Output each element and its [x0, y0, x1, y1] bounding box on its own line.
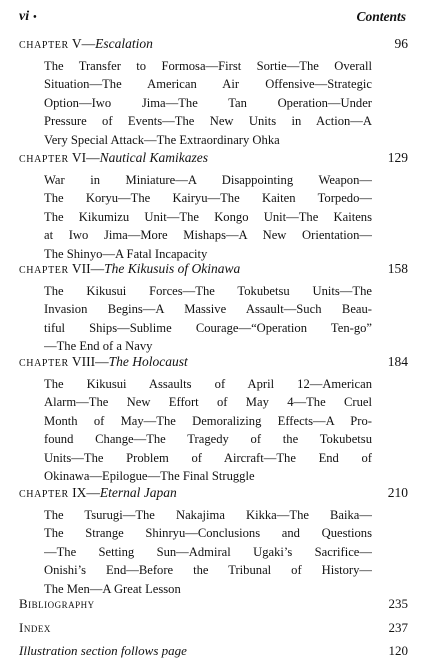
summary-line: The Kikusui Forces—The Tokubetsu Units—The	[44, 284, 372, 298]
chapter-title: Nautical Kamikazes	[99, 150, 209, 165]
chapter-summary	[44, 506, 372, 598]
summary-line: The Kikusui Assaults of April 12—American	[44, 377, 372, 391]
chapter-label: CHAPTER	[19, 154, 69, 165]
summary-line: The Strange Shinryu—Conclusions and Questions	[44, 526, 372, 541]
chapter-title: Eternal Japan	[99, 485, 177, 500]
chapter-title: The Kikusuis of Okinawa	[104, 261, 241, 276]
chapter-page-number: 129	[387, 150, 408, 165]
summary-line: Month of May—The Demoralizing Effects—A Pro-	[44, 413, 372, 428]
toc-entry-index[interactable]	[19, 619, 408, 637]
summary-line: The Kikumizu Unit—The Kongo Unit—The Kaitens	[44, 209, 372, 224]
chapter-summary	[44, 375, 372, 485]
chapter-page-number: 158	[387, 261, 408, 276]
summary-line: tiful Ships—Sublime Courage—“Operation Ten-go”	[44, 320, 372, 335]
chapter-label: CHAPTER	[19, 358, 69, 369]
chapter-heading: CHAPTER VII—The Kikusuis of Okinawa 158	[19, 261, 408, 276]
chapter-summary	[44, 171, 372, 263]
entry-label: Index	[19, 620, 51, 635]
chapter-summary	[44, 282, 372, 356]
bullet-glyph: •	[33, 12, 37, 23]
entry-label: Illustration section follows page	[19, 643, 187, 658]
chapter-label: CHAPTER	[19, 489, 69, 500]
chapter-heading: CHAPTER IX—Eternal Japan 210	[19, 485, 408, 500]
summary-line: War in Miniature—A Disappointing Weapon—	[44, 173, 372, 187]
summary-line: Invasion Begins—A Massive Assault—Such Beau-	[44, 302, 372, 317]
summary-line: The Men—A Great Lesson	[44, 581, 181, 596]
toc-entry-chapter-5[interactable]	[19, 35, 408, 149]
entry-label: Bibliography	[19, 596, 95, 611]
summary-line: Onishi’s End—Before the Tribunal of History—	[44, 563, 372, 578]
summary-line: Situation—The American Air Offensive—Strategic	[44, 77, 372, 92]
chapter-title: The Holocaust	[108, 354, 188, 369]
toc-entry-chapter-8[interactable]	[19, 353, 408, 485]
summary-line: Very Special Attack—The Extraordinary Ohka	[44, 132, 280, 147]
chapter-page-number: 210	[387, 485, 408, 500]
chapter-number: VII	[71, 261, 91, 276]
page-folio: vi •	[19, 9, 37, 24]
summary-line: Alarm—The New Effort of May 4—The Cruel	[44, 395, 372, 410]
chapter-page-number: 184	[387, 354, 408, 369]
chapter-number: IX	[72, 485, 87, 500]
chapter-page-number: 96	[394, 36, 408, 51]
running-head: Contents	[356, 9, 406, 24]
summary-line: Units—The Problem of Aircraft—The End of	[44, 450, 372, 465]
entry-page-number: 120	[388, 643, 408, 658]
summary-line: Okinawa—Epilogue—The Final Struggle	[44, 469, 255, 484]
toc-entry-chapter-9[interactable]	[19, 484, 408, 598]
summary-line: The Transfer to Formosa—First Sortie—The Overall	[44, 59, 372, 73]
summary-line: —The End of a Navy	[44, 339, 153, 354]
summary-line: The Koryu—The Kairyu—The Kaiten Torpedo—	[44, 191, 372, 206]
entry-page-number: 237	[388, 620, 408, 635]
chapter-heading: CHAPTER VIII—The Holocaust 184	[19, 354, 408, 369]
toc-entry-chapter-7[interactable]	[19, 260, 408, 356]
toc-entry-chapter-6[interactable]	[19, 149, 408, 263]
page-header	[19, 9, 406, 27]
chapter-heading: CHAPTER V—Escalation 96	[19, 36, 408, 51]
summary-line: The Shinyo—A Fatal Incapacity	[44, 246, 208, 261]
summary-line: Pressure of Events—The New Units in Action—A	[44, 114, 372, 129]
chapter-number: VI	[71, 150, 87, 165]
entry-page-number: 235	[388, 596, 408, 611]
summary-line: Option—Iwo Jima—The Tan Operation—Under	[44, 95, 372, 110]
chapter-number: V	[71, 36, 82, 51]
summary-line: The Tsurugi—The Nakajima Kikka—The Baika—	[44, 508, 372, 522]
chapter-heading: CHAPTER VI—Nautical Kamikazes 129	[19, 150, 408, 165]
chapter-number: VIII	[71, 354, 96, 369]
chapter-summary	[44, 57, 372, 149]
chapter-label: CHAPTER	[19, 265, 69, 276]
summary-line: found Change—The Tragedy of the Tokubetsu	[44, 432, 372, 447]
chapter-title: Escalation	[95, 36, 153, 51]
summary-line: —The Setting Sun—Admiral Ugaki’s Sacrifice—	[44, 544, 372, 559]
summary-line: at Iwo Jima—More Mishaps—A New Orientation—	[44, 228, 372, 243]
toc-entry-illustration-section[interactable]	[19, 642, 408, 660]
toc-entry-bibliography[interactable]	[19, 595, 408, 613]
chapter-label: CHAPTER	[19, 40, 69, 51]
